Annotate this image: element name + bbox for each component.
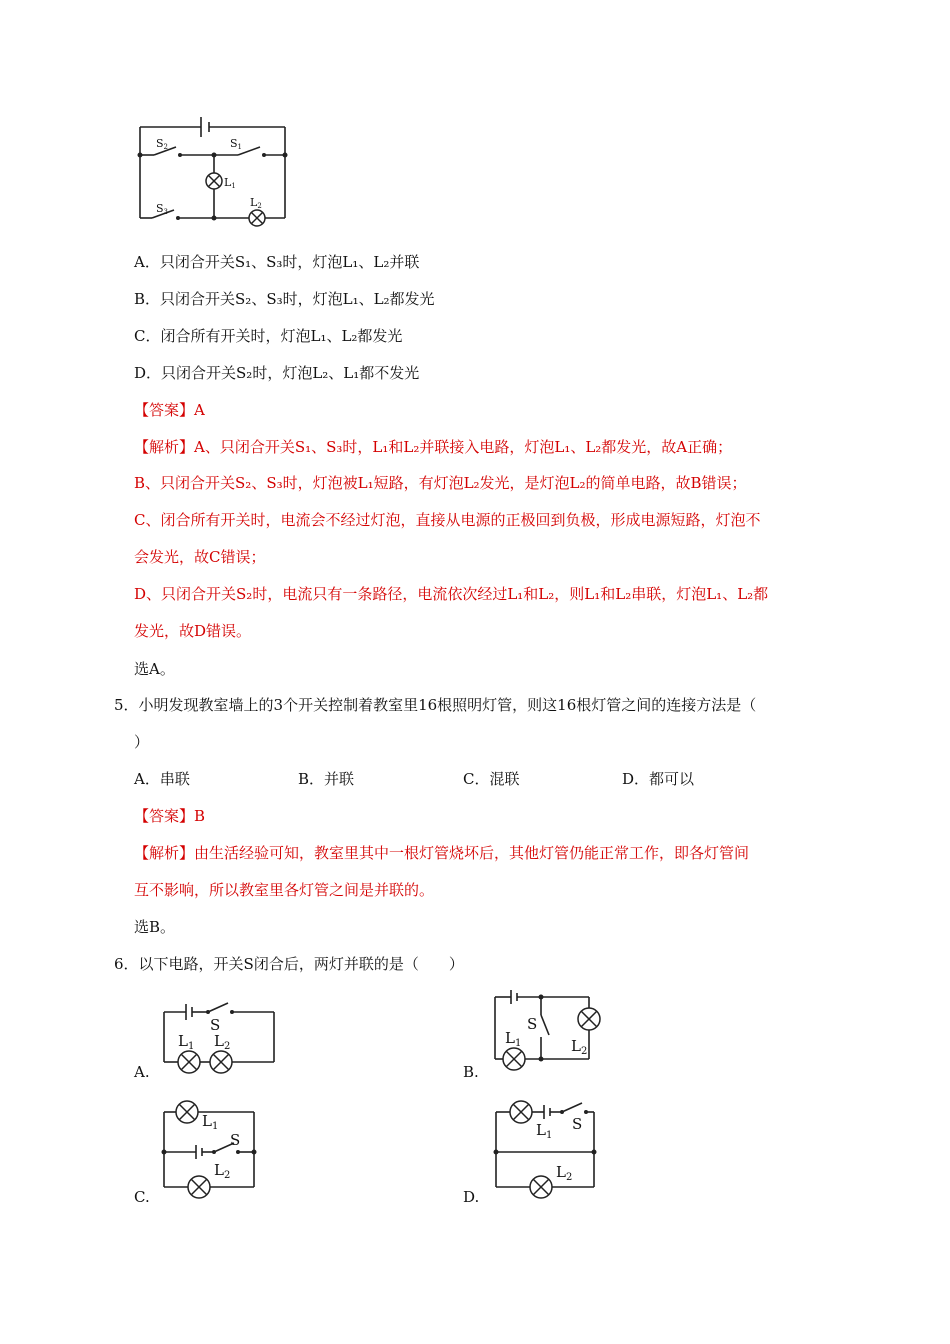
lamp-icon xyxy=(510,1101,552,1198)
q6-circuit-b xyxy=(489,987,609,1077)
q5-conclusion: 选B。 xyxy=(134,918,176,936)
q5-analysis-1: 【解析】由生活经验可知，教室里其中一根灯管烧坏后，其他灯管仍能正常工作，即各灯管间 xyxy=(134,844,750,862)
q4-analysis-4b: 发光，故D错误。 xyxy=(134,622,252,640)
svg-text:L2: $L_2$ xyxy=(556,1163,573,1183)
svg-text:L1: $L_1$ xyxy=(178,1032,195,1052)
label-l2: L xyxy=(250,196,258,209)
q4-answer: 【答案】A xyxy=(134,401,205,419)
svg-text:L2: $L_2$ xyxy=(571,1037,588,1057)
lamp-l1-icon xyxy=(206,173,222,189)
svg-text:L2: L2 xyxy=(250,196,262,210)
label-s2: S xyxy=(156,137,164,150)
svg-text:S: S xyxy=(527,1015,538,1033)
q4-option-c: C．闭合所有开关时，灯泡L₁、L₂都发光 xyxy=(134,327,403,345)
svg-text:S: S xyxy=(230,1131,241,1149)
q4-analysis-2: B、只闭合开关S₂、S₃时，灯泡被L₁短路，有灯泡L₂发光，是灯泡L₂的简单电路，故B错误； xyxy=(134,474,747,492)
q6-label-d: D. xyxy=(463,1188,480,1206)
q4-analysis-4a: D、只闭合开关S₂时，电流只有一条路径，电流依次经过L₁和L₂，则L₁和L₂串联，灯泡L₁、L₂都 xyxy=(134,585,769,603)
q5-stem-1: 5．小明发现教室墙上的3个开关控制着教室里16根照明灯管，则这16根灯管之间的连接方法是（ xyxy=(114,696,757,714)
svg-text:S3: S3 xyxy=(156,202,169,216)
svg-text:L1: L1 xyxy=(224,176,236,190)
q5-option-b: B．并联 xyxy=(298,770,355,788)
q6-label-b: B. xyxy=(463,1063,479,1081)
label-s1: S xyxy=(230,137,238,150)
q4-conclusion: 选A。 xyxy=(134,660,175,678)
svg-text:L1: $L_1$ xyxy=(536,1121,553,1141)
q4-analysis-3a: C、闭合所有开关时，电流会不经过灯泡，直接从电源的正极回到负极，形成电源短路，灯泡不 xyxy=(134,511,761,529)
q4-analysis-1: 【解析】A、只闭合开关S₁、S₃时，L₁和L₂并联接入电路，灯泡L₁、L₂都发光，故A正确； xyxy=(134,438,733,456)
lamp-l2-icon xyxy=(249,210,265,226)
svg-text:L2: $L_2$ xyxy=(214,1032,231,1052)
label-s3: S xyxy=(156,202,164,215)
q6-circuit-a xyxy=(158,992,278,1077)
svg-text:S: S xyxy=(210,1016,221,1034)
q6-circuit-c xyxy=(158,1097,278,1197)
q5-option-d: D．都可以 xyxy=(622,770,695,788)
circuit-diagram-top xyxy=(130,115,290,225)
q6-label-c: C. xyxy=(134,1188,150,1206)
q5-stem-2: ） xyxy=(134,733,150,751)
q4-option-b: B．只闭合开关S₂、S₃时，灯泡L₁、L₂都发光 xyxy=(134,290,435,308)
q5-analysis-2: 互不影响，所以教室里各灯管之间是并联的。 xyxy=(134,881,435,899)
q4-option-d: D．只闭合开关S₂时，灯泡L₂、L₁都不发光 xyxy=(134,364,420,382)
q5-option-a: A．串联 xyxy=(134,770,190,788)
label-l1: L xyxy=(224,176,232,189)
svg-text:S2: S2 xyxy=(156,137,169,151)
svg-text:S1: S1 xyxy=(230,137,243,151)
q6-circuit-d xyxy=(490,1097,610,1197)
svg-text:S: S xyxy=(572,1115,583,1133)
svg-text:L2: $L_2$ xyxy=(214,1161,231,1181)
svg-text:L1: $L_1$ xyxy=(202,1112,219,1132)
q6-stem: 6．以下电路，开关S闭合后，两灯并联的是（ ） xyxy=(114,955,464,973)
q6-label-a: A. xyxy=(134,1063,150,1081)
q5-option-c: C．混联 xyxy=(463,770,520,788)
q5-answer: 【答案】B xyxy=(134,807,206,825)
q4-option-a: A．只闭合开关S₁、S₃时，灯泡L₁、L₂并联 xyxy=(134,253,420,271)
svg-text:L1: $L_1$ xyxy=(505,1029,522,1049)
q4-analysis-3b: 会发光，故C错误； xyxy=(134,548,266,566)
